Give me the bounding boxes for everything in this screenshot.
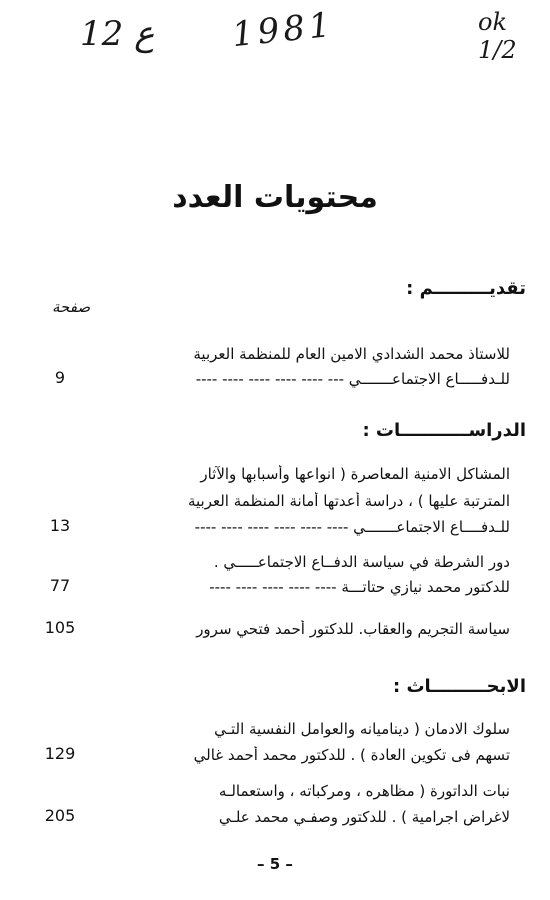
toc-entry-line: لاغراض اجرامية ) . للدكتور وصفـي محمد علـي: [218, 808, 510, 826]
handwritten-year: 1981: [230, 4, 337, 56]
page-title: محتويات العدد: [172, 180, 378, 215]
toc-entry-line: المترتبة عليها ) ، دراسة أعدتها أمانة المنظمة العربية: [187, 492, 510, 510]
toc-entry-line: دور الشرطة في سياسة الدفــاع الاجتماعـــــي .: [213, 553, 510, 571]
toc-page-number: 129: [44, 744, 76, 763]
toc-page-number: 13: [49, 516, 71, 535]
page-number: – 5 –: [257, 855, 293, 873]
toc-page-number: 205: [44, 806, 76, 825]
section-heading-studies: الدراســـــــــــات :: [362, 420, 526, 441]
toc-entry-line: للدكتور محمد نيازي حتاتـــة ---- ---- ---- ---- ----: [209, 578, 510, 596]
page-column-label: صفحة: [52, 298, 91, 316]
section-heading-intro: تقديـــــــــم :: [406, 278, 526, 299]
toc-page-number: 105: [44, 618, 76, 637]
toc-page-number: 9: [54, 368, 66, 387]
toc-entry-line: سلوك الادمان ( ديناميانه والعوامل النفسية التـي: [214, 720, 510, 738]
toc-entry-line: المشاكل الامنية المعاصرة ( انواعها وأسبابها والآثار: [200, 465, 510, 483]
toc-page-number: 77: [49, 576, 71, 595]
toc-entry-line: سياسة التجريم والعقاب. للدكتور أحمد فتحي سرور: [196, 620, 510, 638]
toc-entry-line: نبات الداتورة ( مظاهره ، ومركباته ، واستعمالـه: [218, 782, 510, 800]
toc-entry-line: للـدفــــاع الاجتماعـــــــي ---- ---- ---- ---- ---- ----: [194, 518, 510, 536]
handwritten-note-left: 12 ع: [80, 14, 155, 54]
section-heading-research: الابحـــــــــاث :: [393, 676, 526, 697]
toc-entry-line: تسهم فى تكوين العادة ) . للدكتور محمد أحمد غالي: [193, 746, 510, 764]
handwritten-note-right: ok 1/2: [478, 8, 517, 64]
toc-entry-line: للاستاذ محمد الشدادي الامين العام للمنظمة العربية: [193, 345, 510, 363]
toc-entry-line: للـدفـــــاع الاجتماعـــــــي --- ---- ---- ---- ---- ----: [195, 370, 510, 388]
